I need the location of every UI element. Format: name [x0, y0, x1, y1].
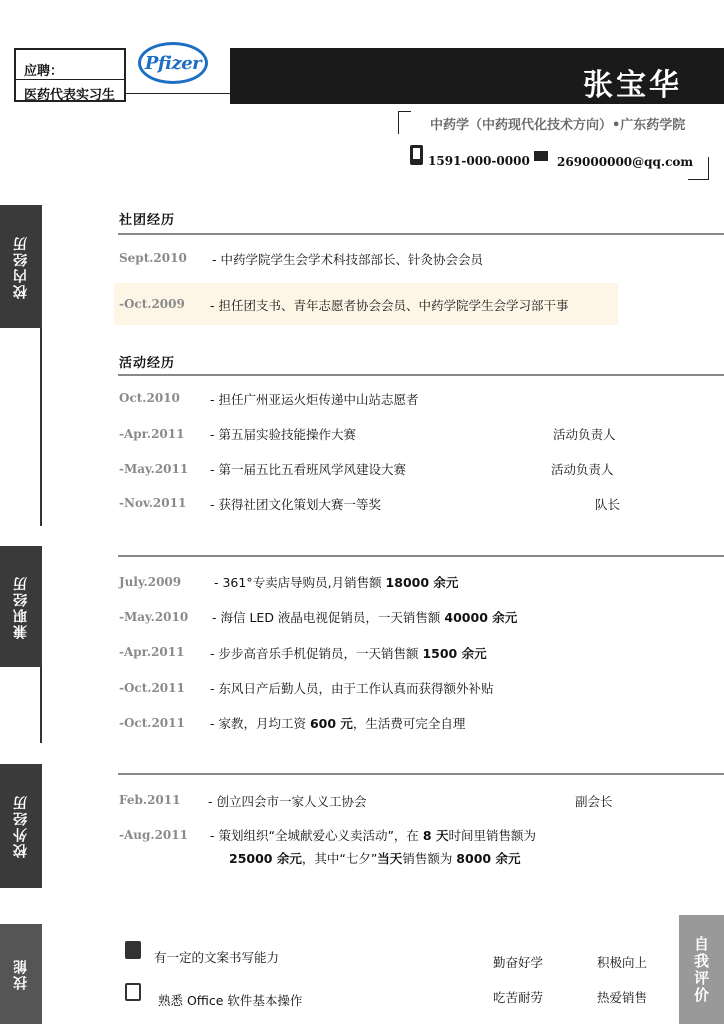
tab-campus-label: 校内经历: [13, 234, 29, 299]
offcampus-date-1: Feb.2011: [119, 793, 181, 807]
tab-skills-label: 技能: [13, 958, 29, 990]
club-date-2: -Oct.2009: [119, 297, 185, 311]
offcampus-date-2: -Aug.2011: [119, 828, 188, 842]
activity-date-4: -Nov.2011: [119, 496, 187, 510]
activity-role-4: 队长: [595, 497, 621, 512]
trait-1: 勤奋好学: [493, 955, 544, 970]
parttime-date-4: -Oct.2011: [119, 681, 185, 695]
pfizer-logo: [138, 42, 208, 84]
parttime-item-2: - 海信 LED 液晶电视促销员，一天销售额 40000 余元: [212, 610, 518, 625]
activity-role-2: 活动负责人: [553, 427, 616, 442]
activity-date-3: -May.2011: [119, 462, 189, 476]
offcampus-role-1: 副会长: [575, 794, 613, 809]
parttime-date-1: July.2009: [119, 575, 182, 589]
trait-2: 积极向上: [597, 955, 648, 970]
activity-item-1: - 担任广州亚运火炬传递中山站志愿者: [210, 392, 419, 407]
applied-position: 医药代表实习生: [24, 88, 116, 103]
tab-offcampus-label: 校外经历: [13, 794, 29, 858]
activity-date-2: -Apr.2011: [119, 427, 185, 441]
activity-item-4: - 获得社团文化策划大赛一等奖: [210, 497, 381, 512]
email-address: 269000000@qq.com: [557, 155, 694, 169]
parttime-divider: [118, 555, 724, 557]
tab-self-eval: [679, 915, 724, 1024]
skill-item-2: 熟悉 Office 软件基本操作: [158, 993, 303, 1008]
offcampus-item-2-line2: 25000 余元，其中“七夕”当天销售额为 8000 余元: [229, 851, 521, 866]
logo-text: Pfizer: [144, 52, 202, 74]
clipboard-icon: [125, 941, 141, 959]
apply-label: 应聘：: [24, 64, 64, 79]
school-info: 中药学（中药现代化技术方向）•广东药学院: [430, 118, 686, 133]
school-bracket: [398, 111, 411, 134]
phone-icon: [410, 145, 423, 165]
activity-item-2: - 第五届实验技能操作大赛: [210, 427, 356, 442]
activity-date-1: Oct.2010: [119, 391, 180, 405]
computer-icon: [125, 983, 141, 1001]
activity-title: 活动经历: [119, 356, 176, 371]
club-divider: [118, 233, 724, 235]
trait-4: 热爱销售: [597, 990, 648, 1005]
parttime-date-2: -May.2010: [119, 610, 189, 624]
campus-line: [40, 328, 42, 526]
parttime-item-3: - 步步高音乐手机促销员，一天销售额 1500 余元: [210, 646, 487, 661]
club-date-1: Sept.2010: [119, 251, 187, 265]
candidate-name: 张宝华: [583, 68, 682, 103]
mail-icon: [534, 151, 548, 161]
tab-parttime: [0, 546, 42, 667]
tab-offcampus: [0, 764, 42, 888]
contact-bracket: [688, 157, 709, 180]
offcampus-item-2-line1: - 策划组织“全城献爱心义卖活动”，在 8 天时间里销售额为: [210, 828, 536, 843]
tab-campus: [0, 205, 42, 328]
offcampus-item-1: - 创立四会市一家人义工协会: [208, 794, 367, 809]
logo-underline: [126, 93, 230, 94]
parttime-item-5: - 家教，月均工资 600 元，生活费可完全自理: [210, 716, 466, 731]
tab-self-eval-label: 自我评价: [692, 935, 710, 1004]
activity-role-3: 活动负责人: [551, 462, 614, 477]
club-title: 社团经历: [119, 213, 176, 228]
apply-divider: [14, 79, 126, 80]
tab-skills: [0, 924, 42, 1024]
activity-item-3: - 第一届五比五看班风学风建设大赛: [210, 462, 406, 477]
parttime-item-1: - 361°专卖店导购员,月销售额 18000 余元: [214, 575, 459, 590]
skill-item-1: 有一定的文案书写能力: [154, 950, 280, 965]
parttime-date-3: -Apr.2011: [119, 645, 185, 659]
parttime-item-4: - 东风日产后勤人员，由于工作认真而获得额外补贴: [210, 681, 494, 696]
parttime-line: [40, 667, 42, 743]
trait-3: 吃苦耐劳: [493, 990, 544, 1005]
parttime-date-5: -Oct.2011: [119, 716, 185, 730]
offcampus-divider: [118, 773, 724, 775]
tab-parttime-label: 兼职经历: [13, 574, 29, 639]
club-item-1: - 中药学院学生会学术科技部部长、针灸协会会员: [212, 252, 483, 267]
activity-divider: [118, 374, 724, 376]
club-item-2: - 担任团支书、青年志愿者协会会员、中药学院学生会学习部干事: [210, 298, 569, 313]
phone-number: 1591-000-0000: [428, 154, 530, 168]
